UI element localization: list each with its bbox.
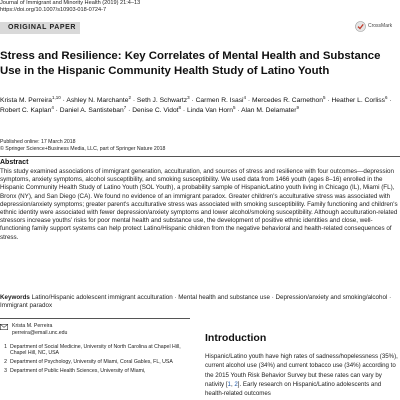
published-date: Published online: 17 March 2018: [0, 139, 76, 145]
author-affiliation-marker: 9: [296, 104, 299, 110]
affiliation-item: [0, 344, 190, 358]
author-name: Carmen R. Isasi: [195, 97, 244, 104]
crossmark-icon: [355, 21, 366, 32]
keywords: [0, 294, 398, 311]
journal-doi: https://doi.org/10.1007/s10903-018-0724-7: [0, 7, 107, 13]
author-name: Mercedes R. Carnethon: [252, 97, 323, 104]
author-affiliation-marker: 2: [128, 94, 131, 100]
article-type-label: ORIGINAL PAPER: [8, 24, 77, 31]
article-title: Stress and Resilience: Key Correlates of Mental Health and Substance Use in the Hispanic Community Health Study of Latino Youth: [0, 50, 381, 77]
reference-link-1[interactable]: 1: [227, 380, 231, 388]
introduction-text: [205, 352, 398, 398]
author-affiliation-marker: 6: [385, 94, 388, 100]
author-name: Denise C. Vidot: [132, 107, 179, 114]
reference-separator: ,: [230, 380, 235, 388]
affiliation-text: Department of Public Health Sciences, University of Miami,: [10, 367, 146, 374]
journal-citation: Journal of Immigrant and Minority Health (2019) 21:4–13: [0, 0, 141, 6]
author-list: Krista M. Perreira$^{1,10}$ · Ashley N. Marchante$^2$ · Seth J. Schwartz$^3$ · Carmen R. Isasi$^4$ · Mercedes R. Carnethon$^5$ · Heather L. Corliss$^6$ · Robert C. Kaplan$^4$ · Daniel A. Santisteban$^7$ · Denise C. Vidot$^8$ · Linda Van Horn$^5$ · Alan M. Delamater$^9$: [0, 94, 392, 114]
affiliation-item: [0, 368, 190, 375]
introduction-text-after: ]. Early research on Hispanic/Latino adolescents and health-related outcomes: [205, 380, 382, 398]
author-affiliation-marker: 3: [187, 94, 190, 100]
reference-link-2[interactable]: 2: [234, 380, 238, 388]
envelope-icon: [0, 324, 8, 330]
abstract-text: This study examined associations of immigrant generation, acculturation, and sources of stress and resilience with four outcomes—depression symptoms, anxiety symptoms, alcohol susceptibility, and smoking susceptibility. We used data from 1466 youth (ages 8–16) enrolled in the Hispanic Community Health Study of Latino Youth (SOL Youth), a probability sample of Hispanic/Latino youth living in Chicago (IL), Miami (FL), Bronx (NY), and San Diego (CA). We found no evidence of an immigrant paradox. Greater children's acculturative stress was associated with depression/anxiety symptoms; greater parent's acculturative stress was associated with smoking susceptibility. Family functioning and children's ethnic identity were associated with fewer depression/anxiety symptoms and lower alcohol/smoking susceptibility. Although acculturation-related stressors increase youths' risks for poor mental health and substance use, the development of positive ethnic identities and close, well-functioning family support systems can help protect Latino/Hispanic children from the negative behavioral and health-related consequences of stress.: [0, 168, 398, 241]
abstract-top-divider: [0, 156, 400, 157]
author-name: Krista M. Perreira: [0, 97, 53, 104]
author-name: Alan M. Delamater: [241, 107, 297, 114]
author-affiliation-marker: 4: [51, 104, 54, 110]
correspondence-email[interactable]: perreira@email.unc.edu: [12, 329, 68, 336]
affiliations-block: [0, 323, 190, 377]
crossmark-badge[interactable]: [355, 19, 399, 33]
journal-header: [0, 0, 400, 14]
author-affiliation-marker: 4: [243, 94, 247, 100]
publication-info: [0, 139, 300, 153]
affiliation-text: Department of Psychology, University of Miami, Coral Gables, FL, USA: [10, 359, 173, 366]
keywords-text: Latino/Hispanic adolescent immigrant acculturation · Mental health and substance use · Depression/anxiety and smoking/alcohol · Immigrant paradox: [0, 294, 392, 310]
author-affiliation-marker: 5: [233, 104, 236, 110]
author-name: Heather L. Corliss: [331, 97, 385, 104]
author-name: Seth J. Schwartz: [136, 97, 188, 104]
author-name: Linda Van Horn: [187, 107, 233, 114]
affiliation-number: 3: [4, 367, 7, 374]
author-affiliation-marker: 8: [178, 104, 182, 110]
keywords-label: Keywords: [0, 294, 30, 301]
author-name: Ashley N. Marchante: [66, 97, 129, 104]
affiliation-list: [0, 344, 190, 375]
affiliation-text: Department of Social Medicine, University of North Carolina at Chapel Hill, Chapel Hill, NC, USA: [10, 343, 181, 357]
author-affiliation-marker: 7: [123, 104, 127, 110]
author-name: Robert C. Kaplan: [0, 107, 52, 114]
author-affiliation-marker: 5: [323, 94, 326, 100]
crossmark-label: CrossMark: [368, 23, 393, 29]
affiliation-number: 1: [4, 343, 7, 350]
introduction-heading: Introduction: [205, 332, 267, 344]
affiliation-number: 2: [4, 359, 7, 366]
author-name: Daniel A. Santisteban: [59, 107, 124, 114]
correspondence: [0, 323, 190, 337]
footnote-divider: [0, 318, 190, 319]
abstract-heading: Abstract: [0, 159, 29, 166]
correspondence-name: Krista M. Perreira: [12, 323, 53, 329]
affiliation-item: [0, 359, 190, 366]
introduction-text-before: Hispanic/Latino youth have high rates of sadness/hopelessness (35%), current alcohol use (34%) and current tobacco use (34%) according to the 2015 Youth Risk Behavior Survey but these rates can vary by nativity [: [205, 353, 398, 388]
author-affiliation-marker: 1,10: [52, 94, 61, 100]
article-type-banner: [0, 22, 80, 34]
copyright-line: © Springer Science+Business Media, LLC, part of Springer Nature 2018: [0, 146, 166, 153]
